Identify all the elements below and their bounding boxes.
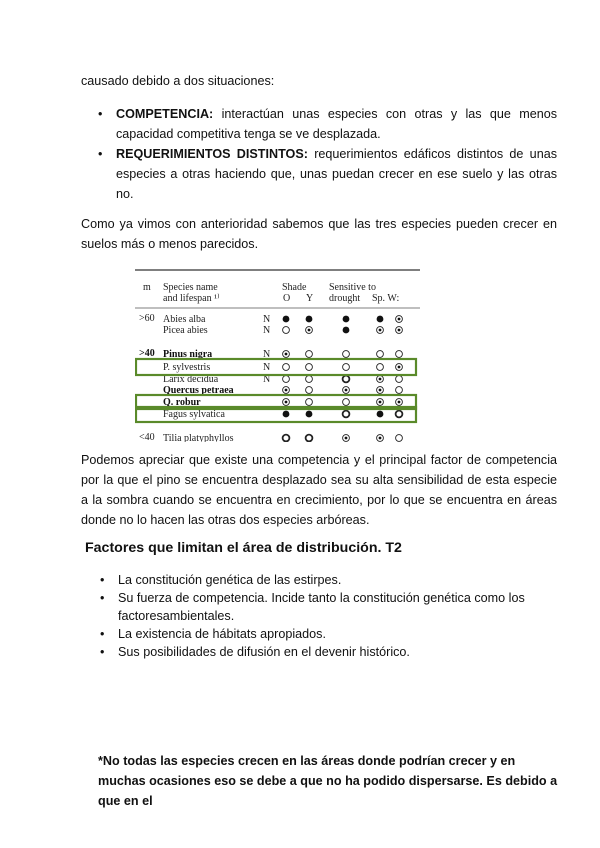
header-shade-y: Y	[306, 293, 314, 304]
rating-mark	[343, 351, 350, 358]
bullet-icon: •	[100, 591, 105, 605]
rating-mark	[396, 411, 403, 418]
rating-mark	[306, 411, 313, 418]
bullet-icon: •	[100, 645, 105, 659]
rating-mark-center	[285, 401, 288, 404]
rating-mark-center	[285, 389, 288, 392]
rating-mark	[283, 327, 290, 334]
group-label: >60	[139, 313, 155, 324]
rating-mark-center	[345, 437, 348, 440]
reasons-list	[98, 104, 557, 204]
rating-mark	[396, 376, 403, 383]
rating-mark	[343, 411, 350, 418]
rating-mark	[283, 411, 290, 418]
rating-mark	[283, 364, 290, 371]
rating-mark	[396, 435, 403, 442]
list-item	[100, 571, 550, 589]
rating-mark	[343, 399, 350, 406]
list-item	[98, 104, 557, 144]
rating-mark-center	[398, 401, 401, 404]
rating-mark	[377, 316, 384, 323]
bullet-term: REQUERIMIENTOS DISTINTOS:	[116, 147, 308, 161]
lifespan-flag: N	[263, 325, 271, 336]
lifespan-flag: N	[263, 374, 271, 385]
rating-mark-center	[398, 318, 401, 321]
rating-mark	[377, 411, 384, 418]
species-name: Pinus nigra	[163, 349, 213, 360]
list-item	[100, 643, 550, 661]
bullet-text: requerimientos edáficos distintos de unas especies a otras haciendo que, unas puedan crecer en ese suelo y las otras no.	[116, 147, 557, 201]
rating-mark	[343, 327, 350, 334]
factor-text: La existencia de hábitats apropiados.	[118, 627, 326, 641]
species-name: P. sylvestris	[163, 362, 211, 373]
factor-text: Su fuerza de competencia. Incide tanto la constitución genética como los factoresambientales.	[118, 591, 525, 623]
bullet-text: interactúan unas especies con otras y las que menos capacidad competitiva tenga se ve desplazada.	[116, 107, 557, 141]
species-name: Picea abies	[163, 325, 208, 336]
factors-list	[100, 571, 550, 661]
footnote: *No todas las especies crecen en las áreas donde podrían crecer y en muchas ocasiones eso se debe a que no ha podido dispersarse. Es debido a que en el	[98, 754, 558, 808]
rating-mark	[283, 376, 290, 383]
rating-mark	[306, 435, 313, 442]
species-table	[135, 266, 420, 442]
header-lifespan: and lifespan ¹⁾	[163, 293, 220, 304]
lifespan-flag: N	[263, 362, 271, 373]
paragraph-competition: Podemos apreciar que existe una competencia y el principal factor de competencia por la que el pino se encuentra desplazado sea su alta sensibilidad de esta especie a la sombra cuando se encuentra en crecimiento, por lo que se encuentra en áreas donde no lo hacen las otras dos especies arbóreas.	[81, 453, 557, 527]
section-heading: Factores que limitan el área de distribución. T2	[85, 540, 402, 556]
bullet-icon: •	[100, 573, 105, 587]
rating-mark	[396, 351, 403, 358]
rating-mark	[306, 387, 313, 394]
group-label: >40	[139, 348, 155, 359]
rating-mark	[306, 399, 313, 406]
rating-mark	[377, 364, 384, 371]
rating-mark-center	[379, 389, 382, 392]
bullet-icon: •	[100, 627, 105, 641]
rating-mark	[283, 435, 290, 442]
rating-mark	[306, 316, 313, 323]
species-name: Quercus petraea	[163, 385, 234, 396]
factor-text: La constitución genética de las estirpes.	[118, 573, 342, 587]
rating-mark	[306, 351, 313, 358]
species-name: Abies alba	[163, 314, 206, 325]
rating-mark	[377, 351, 384, 358]
list-item	[100, 625, 550, 643]
rating-mark-center	[345, 389, 348, 392]
header-sensitive: Sensitive to	[329, 282, 376, 293]
list-item	[100, 589, 550, 625]
rating-mark	[343, 376, 350, 383]
rating-mark-center	[398, 329, 401, 332]
bullet-term: COMPETENCIA:	[116, 107, 214, 121]
header-spw: Sp. W:	[372, 293, 400, 304]
paragraph-similar-soils: Como ya vimos con anterioridad sabemos que las tres especies pueden crecer en suelos más o menos parecidos.	[81, 217, 557, 251]
rating-mark	[306, 376, 313, 383]
rating-mark-center	[379, 329, 382, 332]
rating-mark-center	[379, 401, 382, 404]
header-shade-o: O	[283, 293, 291, 304]
species-name: Larix decidua	[163, 374, 219, 385]
header-shade: Shade	[282, 282, 307, 293]
species-name: Q. robur	[163, 397, 201, 408]
species-name: Fagus sylvatica	[163, 409, 225, 420]
list-item	[98, 144, 557, 204]
lifespan-flag: N	[263, 349, 271, 360]
header-drought: drought	[329, 293, 361, 304]
header-species: Species name	[163, 282, 218, 293]
lifespan-flag: N	[263, 314, 271, 325]
species-table-figure	[135, 266, 420, 442]
factor-text: Sus posibilidades de difusión en el devenir histórico.	[118, 645, 410, 659]
rating-mark-center	[308, 329, 311, 332]
species-name: Tilia platyphyllos	[163, 433, 234, 442]
rating-mark-center	[379, 437, 382, 440]
intro-text: causado debido a dos situaciones:	[81, 74, 275, 88]
rating-mark-center	[379, 378, 382, 381]
rating-mark-center	[285, 353, 288, 356]
rating-mark	[343, 316, 350, 323]
bullet-icon: •	[98, 107, 103, 121]
rating-mark-center	[398, 366, 401, 369]
bullet-icon: •	[98, 147, 103, 161]
rating-mark	[343, 364, 350, 371]
header-m: m	[143, 282, 151, 293]
group-label: <40	[139, 432, 155, 442]
rating-mark	[306, 364, 313, 371]
rating-mark	[283, 316, 290, 323]
rating-mark	[396, 387, 403, 394]
